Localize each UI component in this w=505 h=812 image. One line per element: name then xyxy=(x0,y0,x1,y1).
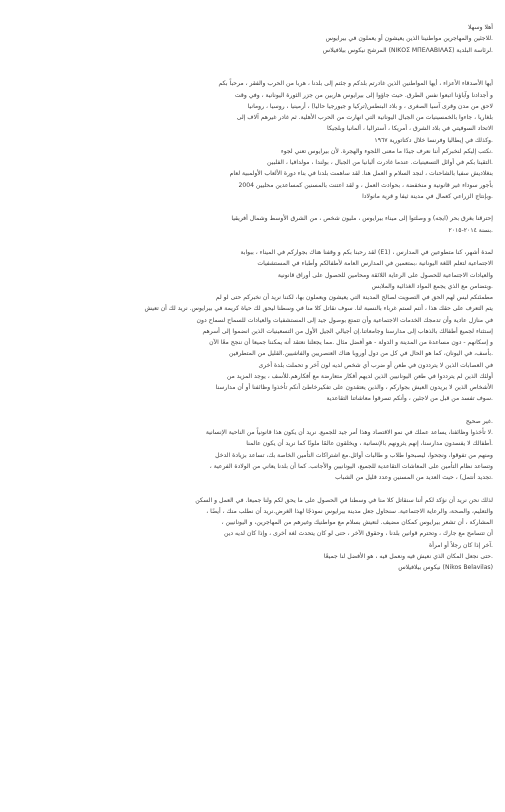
text-line: وتساعد نظام التأمين على المعاشات التقاعدية للجميع، اليونانيين والأجانب. كما أن بلدنا يعاني من الولادة الفرعية ، xyxy=(209,462,493,470)
text-line: ومنهم من تفوقوا، ونجحوا، ليصبحوا طلاب و طالبات أوائل.مع اشتراكات التأمين الخاصة بك، تساعد بزيادة الدخل xyxy=(215,451,493,459)
text-line: .وكذلك في إيطاليا وفرنسا خلال دكتاتورية ١٩٦٧ xyxy=(374,136,493,144)
paragraph xyxy=(18,213,493,236)
signature-line: (Nikos Belavilas) نيكوس بيلافيلاس xyxy=(398,564,493,571)
text-line: الأشخاص الذين لا يريدون العيش بجواركم ، والذين يعتقدون على تفكيرخاطئ أنكم تأخذوا وظائفنا أو أن مدارسنا xyxy=(215,384,493,391)
text-line: .سوف تفسد من قبل من لاجئين ، وأنكم تسرقوا معاشاتنا التقاعدية xyxy=(326,395,493,403)
text-line: .تجديد أنتمل) ، حيث العديد من المسنين وعدد قليل من الشباب xyxy=(335,474,493,481)
paragraph xyxy=(18,427,493,483)
text-line: .بأسف، في اليونان، كما هو الحال في كل من دول أوروبا هناك العنصريين والفاشيين.القليل من المتطرفين xyxy=(229,350,493,358)
text-line: لذلك نحن نريد أن نؤكد لكم أننا سنقاتل كلا منا في وسطنا في الحصول على ما يحق لكم ولنا جميعا. في العمل و السكن xyxy=(195,496,493,504)
text-line: الاتحاد السوفيتي في بلاد الشرق ، أمريكا ، أستراليا ، ألمانيا وبلجيكا xyxy=(327,125,493,133)
text-line: بنغلاديش سفيا بالشاحنات ، لنجد السلام و العمل هنا. لقد ساهمت بلدنا في بناء دورة الألعاب الأولمبية لعام xyxy=(229,170,493,178)
paragraph xyxy=(18,495,493,551)
paragraph xyxy=(18,78,493,146)
text-line: .حتى نجعل المكان الذي نعيش فيه ونعمل فيه ، هو الأفضل لنا جميعًا xyxy=(323,552,493,560)
text-line: .لا تأخذوا وظائفنا، يساعد عملك في نمو الاقتصاد وهذا أمر جيد للجميع. نريد أن يكون هذا قانونياً من الناحية الإنسانية xyxy=(205,429,493,436)
paragraph xyxy=(18,416,493,427)
closing-block xyxy=(18,551,493,574)
text-line: المشاركة ، أن تشعر بيرايوس كمكان مضيف. لنعيش بسلام مع مواطنيك وغيرهم من المهاجرين، و اليونانيين ، xyxy=(221,519,493,526)
text-line: في العصابات الذين لا يترددون في طعن أو ضرب أي شخص لديه لون آخر و تحملت بلدة أخرى xyxy=(258,361,493,369)
text-line: يتم التعرف على حقك هذا ، أنتم لستم غرباء بالنسبة لنا. سوف نقاتل كلا منا في وسطنا ليحق لك حياة كريمة في بيرايوس. نريد لك أن تعيش xyxy=(144,305,493,313)
text-line: بلغاريا ، جاءوا بالخمسينيات من الجبال اليونانية التي انهارت من الحرب الأهلية. ثم غادر غيرهم آلاف إلى xyxy=(236,114,493,121)
text-line: .آخر إذا كان رجلاً أو امرأة xyxy=(429,541,493,549)
text-line: .غير صحيح xyxy=(465,417,493,425)
text-line: إستثناء لجميع أطفالك بالذهاب إلى مدارسنا وجامعاتنا.إن أجيالي الجيل الأول من التسعينيات الذين انضموا إلى أسرهم xyxy=(202,327,493,335)
text-line: و إسكانهم - دون مساعدة من المدينة و الدولة - هو أفضل مثال .مما يجعلنا نعتقد أنه يمكننا جميعا أن ننجح معًا الآن xyxy=(209,339,493,346)
paragraph xyxy=(18,292,493,405)
text-line: في منازل عادية وأن تدمجك الخدمات الاجتماعية وأن تتمتع بوصول جيد إلى المستشفيات والعيادات للسماح لسماح دون xyxy=(196,316,493,324)
text-line: .بسنة ٢٠١٤-٢٠١٥ xyxy=(448,226,493,234)
text-line: أولئك الذين لم يترددوا في طعن اليونانيين الذين لديهم أفكار متعارضة مع أفكارهم.للأسف ، يوجد المزيد من xyxy=(226,372,493,380)
text-line: أيها الأصدقاء الأعزاء ، أيها المواطنين الذين غادرتم بلدكم و جئتم إلى بلدنا ، هربا من الحرب والفقر ، مرحباً بكم xyxy=(218,80,493,88)
paragraph xyxy=(18,146,493,202)
text-line: .التقينا بكم في أوائل التسعينيات. عندما غادرت ألبانيا من الجبال ، بولندا ، مولدافيا ، الفلبين xyxy=(266,159,493,166)
greeting-block xyxy=(18,22,493,56)
text-line: .لرئاسة البلدية (ΝΙΚΟΣ ΜΠΕΛΑΒΙΛΑΣ) المرشح نيكوس بيلافيلاس xyxy=(322,46,493,54)
text-line: و أجدادنا وآباؤنا اتبعوا نفس الطرق. حيث جاؤوا إلى بيرايوس هاربين من جزر الثورة اليونانية ، وفي وقت xyxy=(234,91,493,99)
text-line: إحترقنا بغرق بحر (ايجه) و وصلتوا إلى ميناء بيرايوس ، مليون شخص ، من الشرق الأوسط وشمال أفريقيا xyxy=(231,215,493,223)
text-line: .وبإنتاج الزراعي كعمال في مدينة ثيفا و قرية مانولادا xyxy=(362,192,493,200)
text-line: بأجور سوداء غير قانونية و منخفضة ، بحوادث العمل ، و لقد اعتنت بالمسنين كمساعدين محليين 2004 xyxy=(238,181,493,189)
text-line: الاجتماعية لتعلم اللغة اليونانية ،بمتعمين في المدارس العامة لأطفالكم وأطباء في المستشفيات xyxy=(257,260,493,268)
text-line: والتعليم، والصحة، والرعاية الاجتماعية. سنحاول جعل مدينة بيرايوس نموذجًا لهذا الغرض.نريد أن نطلب منك ، أيضًا ، xyxy=(206,507,493,515)
text-line: مطمئنكم ليس لهم الحق في التصويت لصالح المدينة التي يعيشون ويعملون بها، لكننا نريد أن نخبركم حتى لو لم xyxy=(215,294,493,301)
paragraph xyxy=(18,247,493,292)
text-line: أهلا وسهلا xyxy=(468,24,493,31)
text-line: لمدة أشهر، كنا متطوعين في المدارس ، (E1) لقد رحبنا بكم و وقفنا هناك بجواركم في الميناء ، ببوابة xyxy=(240,249,493,256)
text-line: .نكتب إليكم لنخبركم أننا نعرف جيدًا ما معنى اللجوء والهجرة. لأن بيرايوس تعني لجوء xyxy=(280,147,493,155)
text-line: والعيادات الاجتماعية للحصول على الرعاية اللائقة ومحامين للحصول على أوراق قانونية xyxy=(277,271,493,279)
text-line: أن تتسامح مع جارك ، وتحترم قوانين بلدنا ، وحقوق الآخر ، حتى لو كان يتحدث لغة أخرى ، وإذا كان لديه دين xyxy=(224,530,493,538)
text-line: .وبتضامن مع الذي يجمع المواد الغذائية والملابس xyxy=(371,282,493,290)
text-line: لاحق من مدن وقرى آسيا الصغرى ، و بلاد البنطس(تركيا و جيورجيا حاليا) ، أرمينيا ، روسيا ، رومانيا xyxy=(247,102,493,110)
text-line: .أطفالك لا يفسدون مدارسنا، إنهم يثرونهم بالإنسانية ، ويخلقون عالمًا ملونًا كما نريد أن يكون عالمنا xyxy=(246,440,493,448)
text-line: .للاجئين والمهاجرين مواطنينا الذين يعيشون أو يعملون في بيرايوس xyxy=(325,35,493,43)
